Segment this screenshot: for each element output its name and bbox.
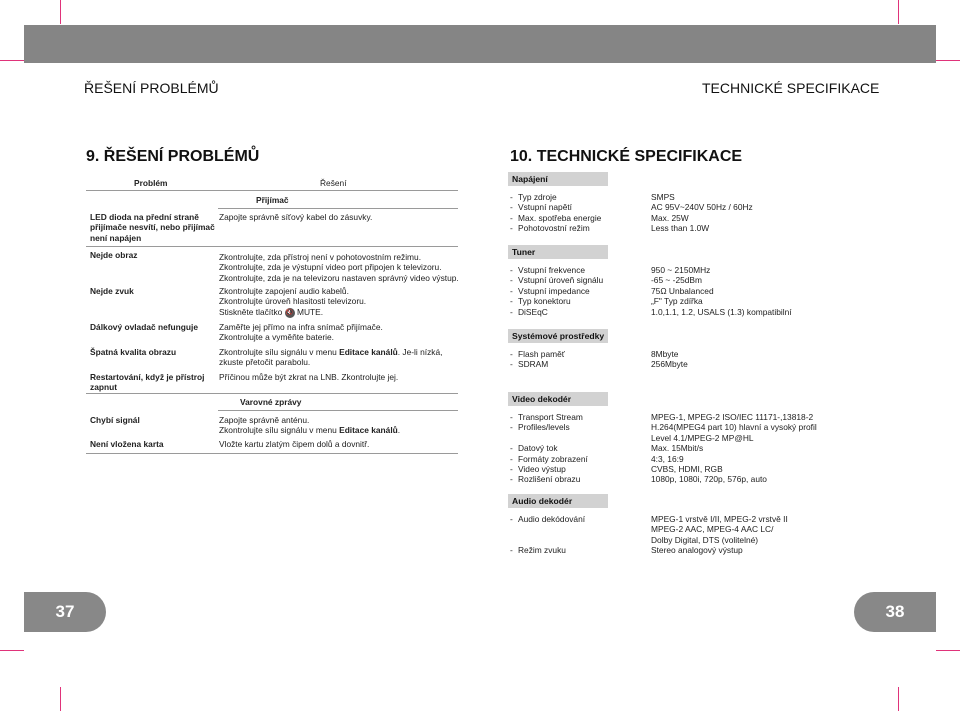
- spec-row: [508, 286, 828, 296]
- spec-label: Vstupní frekvence: [518, 265, 586, 275]
- spec-value: 8Mbyte: [651, 349, 679, 359]
- problem-cell: Nejde zvuk: [90, 286, 134, 296]
- spec-value: Stereo analogový výstup: [651, 545, 743, 556]
- spec-label: Vstupní impedance: [518, 285, 590, 296]
- divider: [86, 246, 458, 247]
- spec-value: Max. 25W: [651, 212, 689, 223]
- spec-value: 4:3, 16:9: [651, 453, 684, 464]
- spec-value: 1080p, 1080i, 720p, 576p, auto: [651, 474, 767, 485]
- spec-group: [508, 245, 828, 317]
- bullet-dash: -: [510, 275, 513, 286]
- spec-label: SDRAM: [518, 359, 549, 370]
- crop-mark: [60, 687, 61, 711]
- spec-row: [508, 223, 828, 233]
- spec-row: [508, 412, 828, 422]
- bullet-dash: -: [510, 545, 513, 556]
- solution-cell: Zaměřte jej přímo na infra snímač přijímače. Zkontrolujte a vyměňte baterie.: [219, 322, 383, 343]
- spec-value: AC 95V~240V 50Hz / 60Hz: [651, 202, 753, 213]
- spec-value: Less than 1.0W: [651, 223, 710, 234]
- bullet-dash: -: [510, 443, 513, 454]
- crop-mark: [0, 60, 24, 61]
- spec-label: Typ zdroje: [518, 192, 557, 202]
- solution-cell: Zapojte správně anténu. Zkontrolujte sílu signálu v menu Editace kanálů.: [219, 415, 401, 436]
- crop-mark: [898, 0, 899, 24]
- spec-value: H.264(MPEG4 part 10) hlavní a vysoký profil: [651, 422, 817, 433]
- bullet-dash: -: [510, 306, 513, 317]
- header-left-title: ŘEŠENÍ PROBLÉMŮ: [84, 80, 219, 96]
- spec-value: CVBS, HDMI, RGB: [651, 463, 723, 474]
- spec-label: Transport Stream: [518, 412, 583, 422]
- spec-group-title: Systémové prostředky: [508, 329, 608, 343]
- page-number-right: 38: [854, 592, 936, 632]
- bullet-dash: -: [510, 212, 513, 223]
- spec-value: MPEG-1 vrstvě I/II, MPEG-2 vrstvě II: [651, 514, 788, 524]
- spec-value: 1.0,1.1, 1.2, USALS (1.3) kompatibilní: [651, 306, 792, 317]
- problem-cell: Chybí signál: [90, 415, 140, 425]
- spec-label: Pohotovostní režim: [518, 223, 590, 234]
- bullet-dash: -: [510, 474, 513, 485]
- crop-mark: [936, 650, 960, 651]
- spec-group: [508, 494, 828, 556]
- bullet-dash: -: [510, 412, 513, 422]
- spec-label: Režim zvuku: [518, 545, 566, 556]
- spec-row: [508, 464, 828, 474]
- bullet-dash: -: [510, 514, 513, 524]
- top-band: [24, 25, 936, 63]
- spec-value: Level 4.1/MPEG-2 MP@HL: [651, 432, 754, 443]
- solution-cell: Zkontrolujte, zda přístroj není v pohotovostním režimu. Zkontrolujte, zda je výstupní video port připojen k televizoru. Zkontrolujte, zda je na televizoru nastaven správný video výstup.: [219, 252, 459, 283]
- spec-label: Typ konektoru: [518, 296, 571, 307]
- spec-label: Formáty zobrazení: [518, 453, 588, 464]
- right-section-title: 10. TECHNICKÉ SPECIFIKACE: [510, 148, 743, 165]
- spec-value: 256Mbyte: [651, 359, 688, 370]
- divider: [86, 393, 458, 394]
- spec-label: Profiles/levels: [518, 422, 570, 433]
- crop-mark: [60, 0, 61, 24]
- bullet-dash: -: [510, 223, 513, 234]
- spec-row: [508, 474, 828, 484]
- problem-cell: Nejde obraz: [90, 250, 138, 260]
- spec-value: 75Ω Unbalanced: [651, 285, 714, 296]
- header-right-title: TECHNICKÉ SPECIFIKACE: [702, 80, 880, 96]
- left-section-title: 9. ŘEŠENÍ PROBLÉMŮ: [86, 148, 260, 165]
- spec-label: Flash paměť: [518, 349, 565, 359]
- divider: [218, 208, 458, 209]
- spec-group: [508, 329, 828, 370]
- sub-warnings-header: Varovné zprávy: [240, 397, 302, 407]
- spec-value: 950 ~ 2150MHz: [651, 265, 711, 275]
- spec-row: [508, 213, 828, 223]
- spec-row: [508, 296, 828, 306]
- spec-row: [508, 202, 828, 212]
- solution-cell: Zapojte správně síťový kabel do zásuvky.: [219, 212, 373, 222]
- spec-label: Datový tok: [518, 443, 558, 454]
- problem-cell: Špatná kvalita obrazu: [90, 347, 177, 357]
- bullet-dash: -: [510, 422, 513, 433]
- spec-row: [508, 192, 828, 202]
- bullet-dash: -: [510, 349, 513, 359]
- crop-mark: [898, 687, 899, 711]
- page-number-left: 37: [24, 592, 106, 632]
- spec-row: [508, 535, 828, 545]
- spec-row: [508, 545, 828, 555]
- spec-group-title: Tuner: [508, 245, 608, 259]
- spec-value: „F" Typ zdířka: [651, 296, 703, 307]
- spec-row: [508, 349, 828, 359]
- spec-row: [508, 454, 828, 464]
- solution-cell: Zkontrolujte sílu signálu v menu Editace kanálů. Je-li nízká, zkuste přetočit parabolu.: [219, 347, 443, 368]
- problem-cell: Není vložena karta: [90, 439, 164, 449]
- spec-label: Rozlišení obrazu: [518, 474, 581, 485]
- spec-row: [508, 275, 828, 285]
- spec-label: Video výstup: [518, 463, 566, 474]
- spec-row: [508, 359, 828, 369]
- col-solution-header: Řešení: [320, 178, 347, 188]
- solution-cell: Příčinou může být zkrat na LNB. Zkontrolujte jej.: [219, 372, 399, 382]
- bullet-dash: -: [510, 202, 513, 213]
- spec-row: [508, 514, 828, 524]
- spec-group-title: Napájení: [508, 172, 608, 186]
- spec-value: Dolby Digital, DTS (volitelné): [651, 534, 759, 545]
- spec-row: [508, 422, 828, 432]
- solution-cell: Zkontrolujte zapojení audio kabelů. Zkontrolujte úroveň hlasitosti televizoru. Stiskněte tlačítko 🔇 MUTE.: [219, 286, 367, 317]
- divider: [86, 190, 458, 191]
- spec-row: [508, 443, 828, 453]
- spec-value: MPEG-1, MPEG-2 ISO/IEC 11171-,13818-2: [651, 412, 814, 422]
- crop-mark: [0, 650, 24, 651]
- spec-value: SMPS: [651, 192, 675, 202]
- col-problem-header: Problém: [134, 178, 168, 188]
- spec-label: Vstupní úroveň signálu: [518, 275, 604, 286]
- problem-cell: Dálkový ovladač nefunguje: [90, 322, 198, 332]
- solution-cell: Vložte kartu zlatým čipem dolů a dovnitř.: [219, 439, 370, 449]
- mute-icon: 🔇: [285, 309, 294, 316]
- divider: [86, 453, 458, 454]
- spec-row: [508, 524, 828, 534]
- spec-label: Vstupní napětí: [518, 202, 573, 213]
- spec-value: MPEG-2 AAC, MPEG-4 AAC LC/: [651, 524, 774, 535]
- problem-cell: Restartování, když je přístroj zapnut: [90, 372, 205, 393]
- crop-mark: [936, 60, 960, 61]
- spec-row: [508, 307, 828, 317]
- bullet-dash: -: [510, 453, 513, 464]
- bullet-dash: -: [510, 285, 513, 296]
- spec-value: -65 ~ -25dBm: [651, 275, 702, 286]
- spec-group-title: Audio dekodér: [508, 494, 608, 508]
- spec-label: DiSEqC: [518, 306, 548, 317]
- sub-receiver-header: Přijímač: [256, 195, 289, 205]
- spec-group: [508, 392, 828, 485]
- spec-label: Audio dekódování: [518, 514, 586, 524]
- bullet-dash: -: [510, 192, 513, 202]
- spec-group-title: Video dekodér: [508, 392, 608, 406]
- divider: [218, 410, 458, 411]
- bullet-dash: -: [510, 359, 513, 370]
- spec-label: Max. spotřeba energie: [518, 212, 602, 223]
- bullet-dash: -: [510, 463, 513, 474]
- bullet-dash: -: [510, 265, 513, 275]
- bullet-dash: -: [510, 296, 513, 307]
- spec-row: [508, 433, 828, 443]
- spec-row: [508, 265, 828, 275]
- spec-value: Max. 15Mbit/s: [651, 443, 704, 454]
- problem-cell: LED dioda na přední straně přijímače nesvítí, nebo přijímač není napájen: [90, 212, 215, 243]
- spec-group: [508, 172, 828, 234]
